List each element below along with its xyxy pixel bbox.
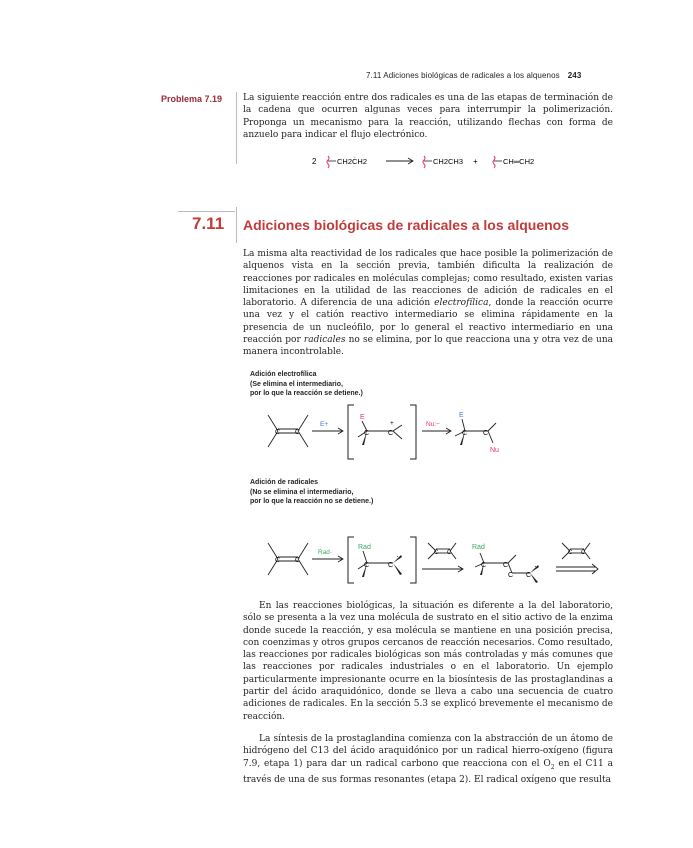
paragraph-2: En las reacciones biológicas, la situación es diferente a la del laboratorio, sólo se presenta a la vez una molécula de sustrato en el sitio activo de la enzima donde sucede la reacción, y esa molécula se mantiene en una posición precisa, con coenzimas y otros grupos cercanos de reacción necesarios. Como resultado, las reacciones por radicales biológicas son más controladas y más comunes que las reacciones por radicales industriales o en el laboratorio. Un ejemplo particularmente impresionante ocurre en la biosíntesis de las prostaglandinas a partir del ácido araquidónico, donde se lleva a cabo una secuencia de cuatro adiciones de radicales. En la sección 5.3 se explicó brevemente el mecanismo de reacción. [243,601,613,722]
svg-text:C: C [388,561,394,569]
svg-text:C: C [568,549,573,556]
subscript-2: 2 [550,763,555,771]
svg-text:C: C [364,429,370,437]
problem-divider [236,92,237,164]
electrophilic-scheme [250,399,620,469]
problem-text: La siguiente reacción entre dos radicales es una de las etapas de terminación de la cadena que ocurren algunas veces para interrumpir la polimerización. Proponga un mecanismo para la reacción, utilizando flechas con forma de anzuelo para indicar el flujo electrónico. [243,93,613,140]
wavy-bond-icon [327,156,329,168]
label-Nu: Nu [490,446,499,454]
reactant-formula: CH2ĊH2 [337,157,368,166]
svg-text:C: C [275,428,281,436]
wavy-bond-icon [493,156,495,168]
svg-text:C: C [503,561,509,569]
figure-radical-addition [250,478,620,591]
problem-reaction [300,150,620,172]
bracket-right-icon [410,405,416,459]
svg-text:C: C [481,561,487,569]
reagent-electrophile: E+ [320,420,329,428]
wavy-bond-icon [423,156,425,168]
svg-text:C: C [462,429,468,437]
figure-caption: Adición electrofílica (Se elimina el intermediario, por lo que la reacción se detiene.) [250,371,363,397]
bracket-left-icon [348,405,354,459]
bracket-left-icon [348,537,354,583]
section-rule-vertical [236,207,237,243]
product1-formula: CH2CH3 [433,157,464,166]
svg-text:C: C [388,429,394,437]
alkene-structure [268,415,308,447]
svg-text:C: C [434,549,439,556]
svg-text:C: C [295,556,301,564]
page-number: 243 [567,71,582,80]
problem-label: Problema 7.19 [161,94,223,104]
svg-text:C: C [483,429,489,437]
reagent-radical: Rad· [318,548,333,556]
running-title: 7.11 Adiciones biológicas de radicales a los alquenos [366,71,560,80]
repeat-arrow-icon [556,564,598,574]
svg-text:·: · [534,561,537,571]
paragraph-1: La misma alta reactividad de los radicales que hace posible la polimerización de alquenos vista en la sección previa, también dificulta la realización de reacciones por radicales en moléculas complejas; como resultado, existen varias limitaciones en la utilidad de las reacciones de adición de radicales en el laboratorio. A diferencia de una adición electrofílica, donde la reacción ocurre una vez y el catión reactivo intermediario se elimina rápidamente en la presencia de un nucleófilo, por lo general el reactivo intermediario en una reacción por radicales no se elimina, por lo que reacciona una y otra vez de una manera incontrolable. [243,249,614,358]
svg-text:C: C [275,556,281,564]
paragraph-3: La síntesis de la prostaglandina comienza con la abstracción de un átomo de hidrógeno del C13 del ácido araquidónico por un radical hierro-oxígeno (figura 7.9, etapa 1) para dar un radical carbono que reacciona con el $O_2$ en el C11 a través de una de sus formas resonantes (etapa 2). El radical oxígeno que resulta [243,734,613,785]
section-number: 7.11 [192,214,225,233]
svg-text:C: C [581,549,586,556]
section-rule-horizontal [178,211,235,212]
reaction-plus: + [473,157,478,166]
section-title: Adiciones biológicas de radicales a los alquenos [243,217,569,233]
svg-text:E: E [459,411,464,419]
svg-text:C: C [508,571,514,579]
svg-text:C: C [364,561,370,569]
emphasis-electrophilic: electrofílica [434,298,489,309]
svg-text:C: C [295,428,301,436]
reagent-nucleophile: Nu:− [426,420,440,428]
running-head [366,71,581,80]
radical-scheme [250,507,620,587]
figure-caption: Adición de radicales (No se elimina el intermediario, por lo que la reacción no se detiene.) [250,479,374,505]
product2-formula: CH═CH2 [503,157,535,166]
svg-text:Rad: Rad [472,543,485,551]
label-cation-plus: + [390,419,394,427]
label-rad: Rad [358,543,371,551]
figure-electrophilic-addition [250,370,620,473]
bracket-right-icon [410,537,416,583]
svg-text:C: C [447,549,452,556]
label-E: E [360,413,365,421]
svg-text:C: C [526,571,532,579]
emphasis-radicals: radicales [303,335,346,346]
reaction-coefficient: 2 [312,157,317,166]
svg-text:·: · [396,551,399,561]
